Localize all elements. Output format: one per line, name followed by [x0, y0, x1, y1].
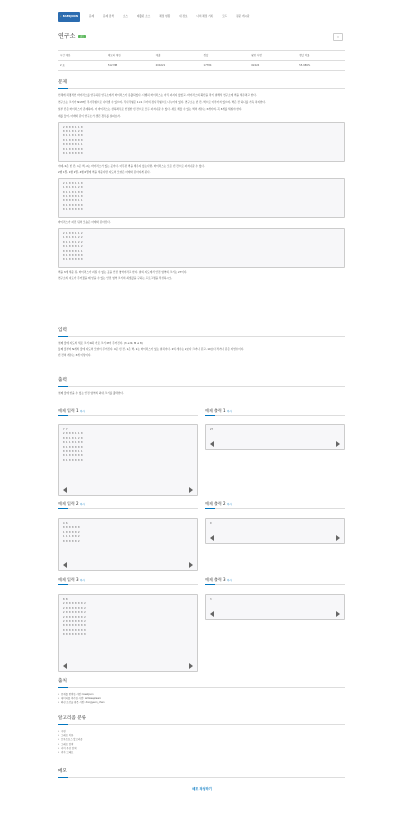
copy-button[interactable]: 복사 — [227, 410, 232, 413]
info-header: 제출 — [154, 51, 202, 61]
example-grid: 2 0 0 0 1 1 0 0 0 1 0 1 2 0 0 1 1 0 1 0 0 0 1 0 0 0 0 0 0 0 0 0 0 1 1 0 1 0 0 0 0 0 0 1 0 0 0 0 0 — [58, 122, 345, 162]
info-value: 2 초 — [58, 61, 106, 71]
nav-item-submitted[interactable]: 제출된 소스 — [136, 15, 151, 19]
scroll-left-icon[interactable] — [210, 611, 214, 617]
sample-output-1-text: 27 — [210, 428, 214, 431]
source-item[interactable]: • 문제를 번역한 사람: baekjoon — [58, 693, 345, 697]
bolt-icon: ⚡ — [59, 15, 62, 19]
scroll-right-icon[interactable] — [336, 535, 340, 541]
output-section — [58, 378, 345, 396]
page-title: 연구소 — [58, 33, 76, 40]
info-header: 맞힌 사람 — [249, 51, 297, 61]
sample-label: 예제 출력 3 — [205, 577, 226, 582]
nav-item-my-records[interactable]: 나의 채점 기록 — [196, 15, 214, 19]
info-value: 512 MB — [106, 61, 154, 71]
info-header: 시간 제한 — [58, 51, 106, 61]
sample-input-2-text: 4 6 0 0 0 0 0 0 1 0 0 0 0 2 1 1 1 0 0 2 0 0 0 0 0 2 — [63, 522, 80, 543]
input-text: 빈 칸의 개수는 3개 이상이다. — [58, 354, 92, 358]
memo-section — [58, 769, 345, 778]
output-heading: 출력 — [58, 378, 345, 387]
copy-button[interactable]: 복사 — [80, 410, 85, 413]
problem-text: 2행 1열, 1행 2열, 4행 6열에 벽을 세운다면 지도의 모양은 아래와 같아지게 된다. — [58, 170, 151, 174]
sample-input-2-heading — [58, 501, 198, 509]
scroll-left-icon[interactable] — [63, 487, 67, 493]
copy-button[interactable]: 복사 — [80, 579, 85, 582]
algorithm-tag[interactable]: • 구현 — [58, 730, 345, 734]
input-text: 첫째 줄에 지도의 세로 크기 N과 가로 크기 M이 주어진다. (3 ≤ N, M ≤ 8) — [58, 342, 143, 346]
info-header: 정답 비율 — [297, 51, 345, 61]
info-header: 정답 — [201, 51, 249, 61]
problem-text: 인체에 치명적인 바이러스를 연구하던 연구소에서 바이러스가 유출되었다. 다행히 바이러스는 아직 퍼지지 않았고, 바이러스의 확산을 막기 위해서 연구소에 벽을 세우려고 한다. — [58, 94, 257, 98]
algorithm-tag[interactable]: • 그래프 이론 — [58, 734, 345, 738]
sample-output-3-text: 3 — [210, 598, 212, 601]
sample-label: 예제 출력 2 — [205, 501, 226, 506]
problem-text: 바이러스가 퍼진 뒤의 모습은 아래와 같아진다. — [58, 220, 111, 224]
algorithm-tag[interactable]: • 그래프 탐색 — [58, 743, 345, 747]
star-icon: ☆ — [336, 34, 340, 39]
source-list — [58, 693, 345, 705]
problem-text: 연구소는 크기가 N×M인 직사각형으로 나타낼 수 있으며, 직사각형은 1×1 크기의 정사각형으로 나누어져 있다. 연구소는 빈 칸, 벽으로 이루어져 있으며, 벽은 칸 하나를 가득 차지한다. — [58, 101, 266, 105]
source-item[interactable]: • 데이터를 추가한 사람: iamkeeplearn — [58, 697, 345, 701]
scroll-left-icon[interactable] — [63, 562, 67, 568]
sample-output-2-box[interactable] — [205, 518, 345, 544]
problem-info-table — [58, 50, 345, 71]
algorithm-tag[interactable]: • 격자 그래프 — [58, 751, 345, 755]
info-value: 17784 — [201, 61, 249, 71]
sample-input-2-box[interactable] — [58, 518, 198, 571]
example-grid: 2 1 0 0 1 1 2 1 0 1 0 1 2 2 0 1 1 0 1 2 2 0 1 0 0 0 1 2 0 0 0 0 0 1 1 0 1 0 0 0 0 0 0 1 0 0 0 0 0 — [58, 228, 345, 268]
scroll-right-icon[interactable] — [189, 487, 193, 493]
sample-output-2-text: 9 — [210, 522, 212, 525]
sample-input-3-text: 8 8 2 0 0 0 0 0 0 2 2 0 0 0 0 0 0 2 2 0 0 0 0 0 0 2 2 0 0 0 0 0 0 2 2 0 0 0 0 0 0 2 0 0 0 0 0 0 0 0 0 0 0 0 0 0 0 0 0 0 0 0 0 0 0 0 — [63, 598, 86, 637]
nav-item-problem[interactable]: 문제 — [89, 15, 95, 19]
tier-badge: 골드 — [79, 34, 85, 38]
problem-text: 일부 칸은 바이러스가 존재하며, 이 바이러스는 상하좌우로 인접한 빈 칸으로 모두 퍼져나갈 수 있다. 새로 세울 수 있는 벽의 개수는 3개이며, 꼭 3개를 세워야 한다. — [58, 108, 243, 112]
sample-input-1-box[interactable] — [58, 424, 198, 496]
horizontal-scrollbar[interactable] — [59, 662, 197, 671]
scroll-left-icon[interactable] — [210, 441, 214, 447]
info-header-row — [58, 51, 345, 61]
problem-text: 예를 들어, 아래와 같이 연구소가 생긴 경우를 살펴보자. — [58, 114, 121, 118]
title-row — [58, 32, 86, 41]
sample-output-3-box[interactable] — [205, 594, 345, 620]
input-text: 둘째 줄부터 N개의 줄에 지도의 모양이 주어진다. 0은 빈 칸, 1은 벽, 2는 바이러스가 있는 위치이다. 2의 개수는 2보다 크거나 같고, 10보다 작거나 같은 자연수이다. — [58, 348, 245, 352]
nav-item-code[interactable]: 코드 — [222, 15, 228, 19]
sample-output-1-heading — [205, 408, 345, 416]
input-heading: 입력 — [58, 328, 345, 337]
scroll-right-icon[interactable] — [336, 441, 340, 447]
scroll-right-icon[interactable] — [189, 562, 193, 568]
problem-text: 벽을 3개 세운 뒤, 바이러스가 퍼질 수 없는 곳을 안전 영역이라고 한다. 위의 지도에서 안전 영역의 크기는 27이다. — [58, 270, 188, 274]
horizontal-scrollbar[interactable] — [206, 534, 344, 543]
input-section — [58, 328, 345, 359]
algorithm-list — [58, 730, 345, 755]
scroll-right-icon[interactable] — [189, 663, 193, 669]
copy-button[interactable]: 복사 — [80, 503, 85, 506]
copy-button[interactable]: 복사 — [227, 503, 232, 506]
star-button[interactable] — [333, 33, 343, 41]
problem-text: 이때, 0은 빈 칸, 1은 벽, 2는 바이러스가 있는 곳이다. 아무런 벽을 세우지 않는다면, 바이러스는 모든 빈 칸으로 퍼져나갈 수 있다. — [58, 164, 205, 168]
source-heading: 출처 — [58, 679, 345, 688]
nav-item-source[interactable]: 소스 — [122, 15, 128, 19]
algorithm-section — [58, 716, 345, 755]
info-value: 55.989% — [297, 61, 345, 71]
sample-label: 예제 입력 3 — [58, 577, 79, 582]
memo-heading: 메모 — [58, 769, 345, 778]
horizontal-scrollbar[interactable] — [206, 610, 344, 619]
sample-input-1-heading — [58, 408, 198, 416]
info-value: 62424 — [249, 61, 297, 71]
write-memo-link[interactable]: 메모 작성하기 — [192, 787, 212, 791]
scroll-right-icon[interactable] — [336, 611, 340, 617]
info-header: 메모리 제한 — [106, 51, 154, 61]
top-nav — [58, 11, 250, 23]
source-section — [58, 679, 345, 706]
problem-heading: 문제 — [58, 80, 345, 89]
nav-item-search[interactable]: 문제 검색 — [103, 15, 114, 19]
nav-item-qna[interactable]: 질문 게시판 — [236, 15, 250, 19]
copy-button[interactable]: 복사 — [227, 579, 232, 582]
output-text: 첫째 줄에 얻을 수 있는 안전 영역의 최대 크기를 출력한다. — [58, 392, 124, 396]
logo-text: BAEKJOON — [62, 15, 79, 19]
algorithm-heading: 알고리즘 분류 — [58, 716, 345, 725]
info-value: 204221 — [154, 61, 202, 71]
nav-item-status[interactable]: 채점 현황 — [159, 15, 171, 19]
scroll-left-icon[interactable] — [63, 663, 67, 669]
nav-item-my-info[interactable]: 내 정보 — [179, 15, 188, 19]
horizontal-scrollbar[interactable] — [206, 440, 344, 449]
problem-text: 연구소의 지도가 주어졌을 때 얻을 수 있는 안전 영역 크기의 최댓값을 구하는 프로그램을 작성하시오. — [58, 277, 173, 281]
info-value-row — [58, 61, 345, 71]
sample-input-3-heading — [58, 577, 198, 585]
sample-label: 예제 입력 1 — [58, 408, 79, 413]
sample-output-2-heading — [205, 501, 345, 509]
sample-input-3-box[interactable] — [58, 594, 198, 672]
problem-section — [58, 80, 345, 281]
sample-label: 예제 출력 1 — [205, 408, 226, 413]
sample-output-3-heading — [205, 577, 345, 585]
horizontal-scrollbar[interactable] — [59, 561, 197, 570]
horizontal-scrollbar[interactable] — [59, 486, 197, 495]
sample-output-1-box[interactable] — [205, 424, 345, 450]
sample-label: 예제 입력 2 — [58, 501, 79, 506]
algorithm-tag[interactable]: • 브루트포스 알고리즘 — [58, 738, 345, 742]
algorithm-tag[interactable]: • 너비 우선 탐색 — [58, 747, 345, 751]
site-logo[interactable] — [58, 12, 80, 22]
scroll-left-icon[interactable] — [210, 535, 214, 541]
source-item[interactable]: • 빠진 조건을 찾은 사람: dongyeon_chen — [58, 701, 345, 705]
example-grid: 2 1 0 0 1 1 0 1 0 1 0 1 2 0 0 1 1 0 1 0 0 0 1 0 0 0 1 0 0 0 0 0 0 1 1 0 1 0 0 0 0 0 0 1 0 0 0 0 0 — [58, 178, 345, 218]
sample-input-1-text: 7 7 2 0 0 0 1 1 0 0 0 1 0 1 2 0 0 1 1 0 1 0 0 0 1 0 0 0 0 0 0 0 0 0 0 1 1 0 1 0 0 0 0 0 0 1 0 0 0 0 0 — [63, 428, 83, 462]
